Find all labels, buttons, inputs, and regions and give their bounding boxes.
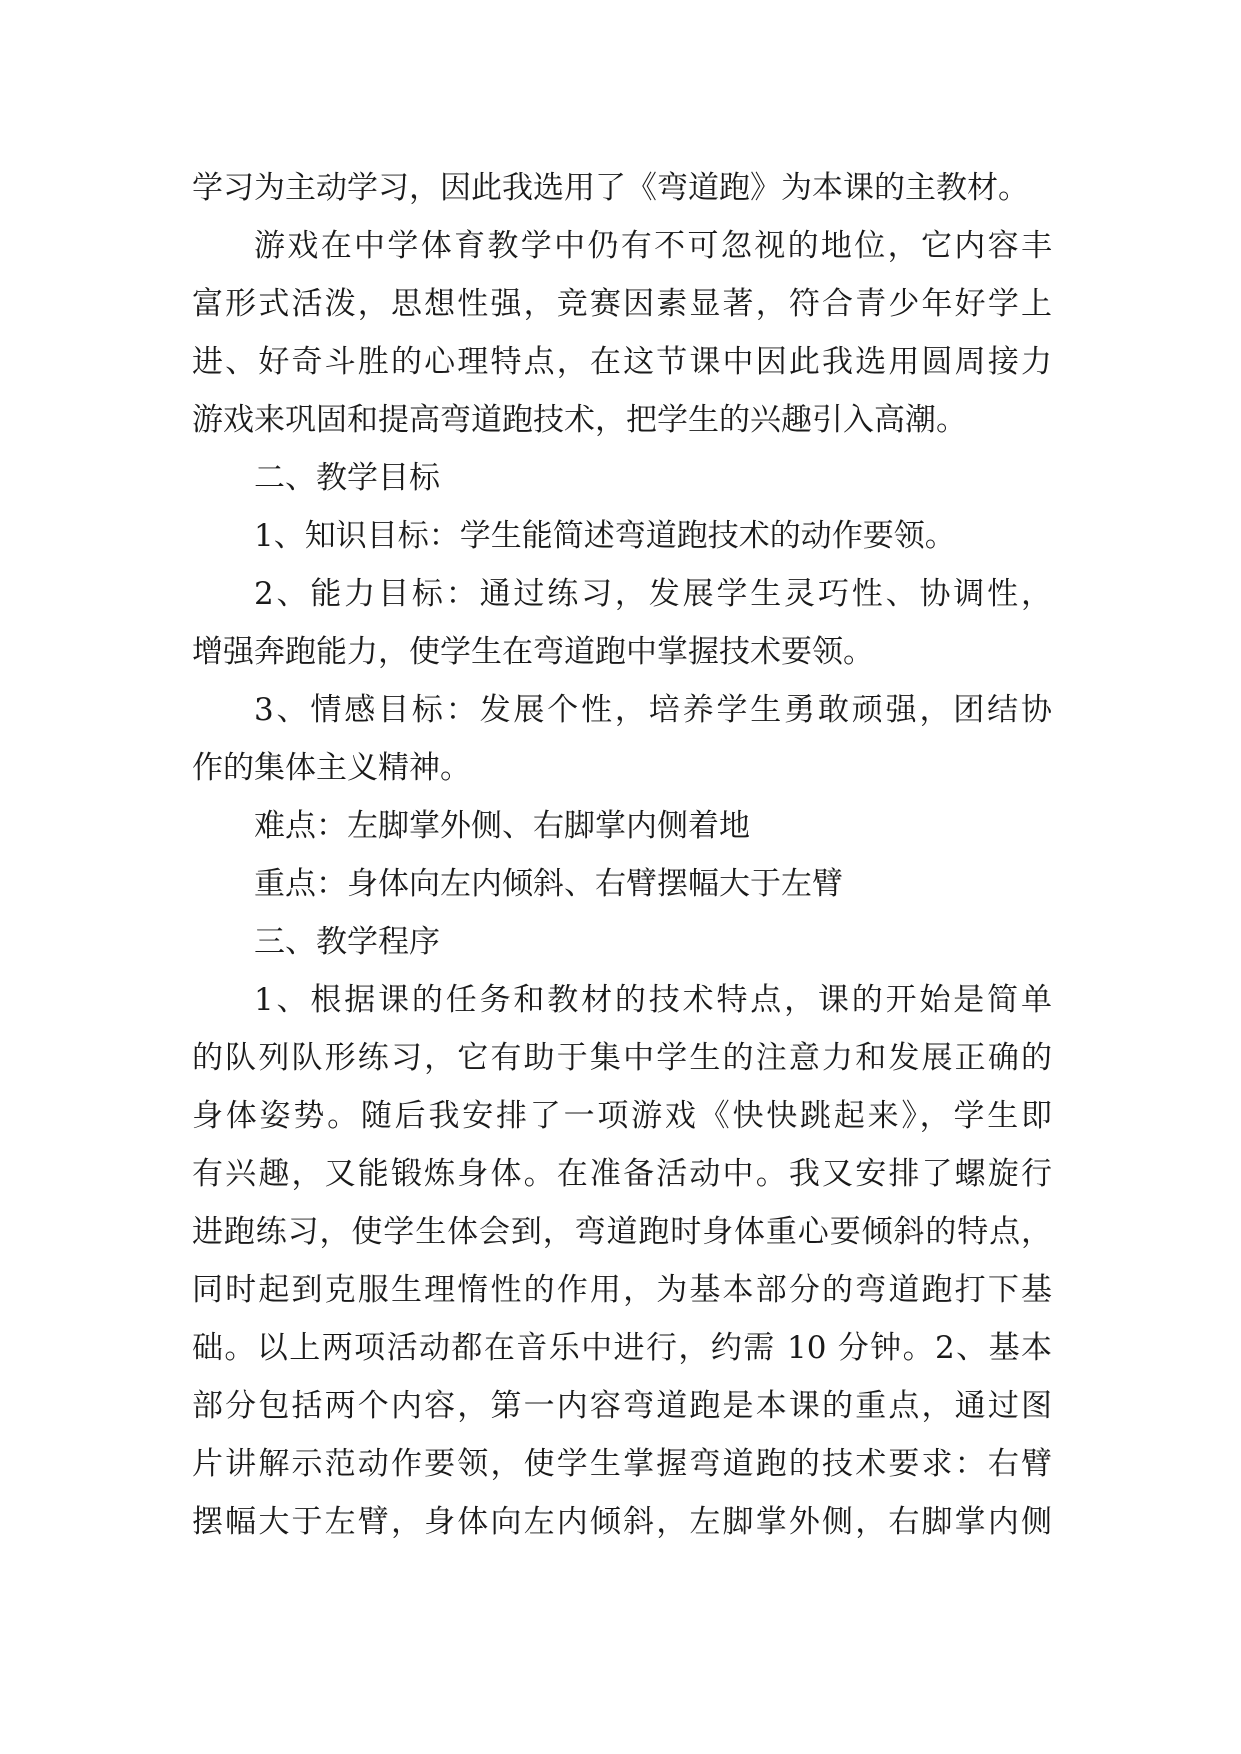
text-line: 作的集体主义精神。 xyxy=(192,750,471,786)
text-line: 重点：身体向左内倾斜、右臂摆幅大于左臂 xyxy=(254,866,843,902)
text-line: 游戏在中学体育教学中仍有不可忽视的地位，它内容丰 xyxy=(254,228,1052,264)
text-line: 1、知识目标：学生能简述弯道跑技术的动作要领。 xyxy=(254,518,956,554)
text-line: 难点：左脚掌外侧、右脚掌内侧着地 xyxy=(254,808,750,844)
text-line: 础。以上两项活动都在音乐中进行，约需 10 分钟。2、基本 xyxy=(192,1330,1052,1366)
text-line: 三、教学程序 xyxy=(254,924,440,960)
text-line: 富形式活泼，思想性强，竞赛因素显著，符合青少年好学上 xyxy=(192,286,1052,322)
text-line: 摆幅大于左臂，身体向左内倾斜，左脚掌外侧，右脚掌内侧 xyxy=(192,1504,1052,1540)
text-line: 3、情感目标：发展个性，培养学生勇敢顽强，团结协 xyxy=(254,692,1052,728)
text-line: 进跑练习，使学生体会到，弯道跑时身体重心要倾斜的特点， xyxy=(192,1214,1052,1250)
text-line: 进、好奇斗胜的心理特点，在这节课中因此我选用圆周接力 xyxy=(192,344,1052,380)
text-line: 2、能力目标：通过练习，发展学生灵巧性、协调性， xyxy=(254,576,1052,612)
text-line: 身体姿势。随后我安排了一项游戏《快快跳起来》，学生即 xyxy=(192,1098,1052,1134)
text-line: 增强奔跑能力，使学生在弯道跑中掌握技术要领。 xyxy=(192,634,874,670)
document-body xyxy=(192,159,1052,1551)
text-line: 有兴趣，又能锻炼身体。在准备活动中。我又安排了螺旋行 xyxy=(192,1156,1052,1192)
text-line: 片讲解示范动作要领，使学生掌握弯道跑的技术要求：右臂 xyxy=(192,1446,1052,1482)
text-line: 的队列队形练习，它有助于集中学生的注意力和发展正确的 xyxy=(192,1040,1052,1076)
text-line: 二、教学目标 xyxy=(254,460,440,496)
text-line: 部分包括两个内容，第一内容弯道跑是本课的重点，通过图 xyxy=(192,1388,1052,1424)
text-line: 游戏来巩固和提高弯道跑技术，把学生的兴趣引入高潮。 xyxy=(192,402,967,438)
text-line: 1、根据课的任务和教材的技术特点，课的开始是简单 xyxy=(254,982,1052,1018)
text-line: 学习为主动学习，因此我选用了《弯道跑》为本课的主教材。 xyxy=(192,170,1029,206)
text-line: 同时起到克服生理惰性的作用，为基本部分的弯道跑打下基 xyxy=(192,1272,1052,1308)
